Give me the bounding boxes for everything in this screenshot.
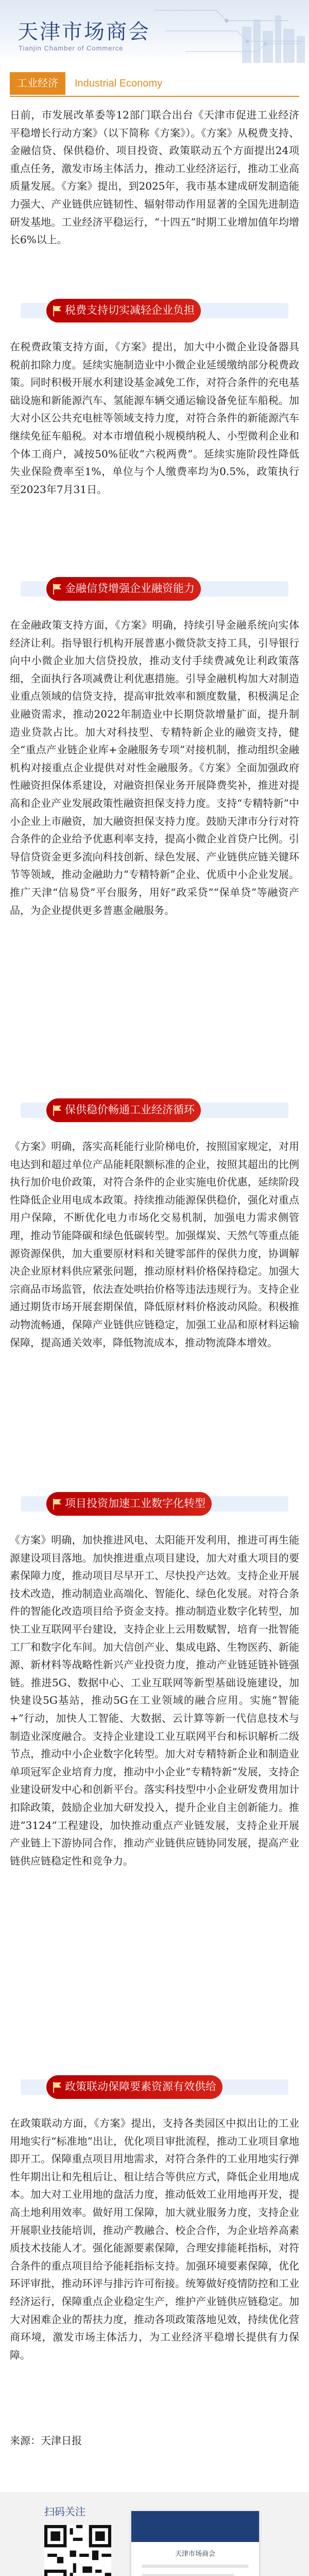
section-heading-finance (21, 574, 288, 604)
section-title: 项目投资加速工业数字化转型 (46, 1492, 212, 1516)
section-heading-investment (21, 1489, 288, 1519)
category-tag (10, 72, 299, 97)
section-title: 保供稳价畅通工业经济循环 (46, 1098, 201, 1122)
section-body-finance: 在金融政策支持方面，《方案》明确，持续引导金融系统向实体经济让利。指导银行机构开展普惠小微贷款支持工具，引导银行向中小微企业加大信贷投放，推动支付手续费减免让利政策落细，全面执行各项减费让利优惠措施。引导金融机构加大对制造业重点领域的信贷支持，提高审批效率和额度数量，积极满足企业融资需求，推动2022年制造业中长期贷款增量扩面，提升制造业贷款占比。加大对科技型、专精特新企业的融资支持，健全“重点产业链企业库+金融服务专项”对接机制，推动组织金融机构对接重点企业提供对对性金融服务。《方案》全面加强政府性融资担保体系建设，对融资担保业务开展降费奖补，推进对提高和企业产业发展政策性融资担保支持力度。支持“专精特新”中小企业上市融资，加大融资担保支持力度。鼓励天津市分行对符合条件的企业给予优惠利率支持，提高小微企业首贷户比例。引导信贷资金更多流向科技创新、绿色发展、产业链供应链关键环节等领域，推动金融助力“专精特新”企业、优质中小企业发展。推广天津“信易贷”平台服务，用好“政采贷”“保单贷”等融资产品，为企业提供更多普惠金融服务。 (10, 619, 299, 917)
section-body-tax: 在税费政策支持方面，《方案》提出，加大中小微企业设备器具税前扣除力度。延续实施制造业中小微企业延缓缴纳部分税费政策。同时积极开展水利建设基金减免工作，对符合条件的充电基础设施和新能源汽车、氢能源车辆交通运输设备免征车船税。加大对小区公共充电桩等领域支持力度，对符合条件的新能源汽车继续免征车船税。对本市增值税小规模纳税人、小型微利企业和个体工商户，减按50%征收“六税两费”。延续实施阶段性降低失业保险费率至1%，单位与个人缴费率均为0.5%，政策执行至2023年7月31日。 (10, 341, 299, 496)
flag-icon (49, 303, 65, 318)
flag-icon (49, 1103, 65, 1118)
header-title: 天津市场商会 (18, 20, 150, 44)
source-credit: 来源：天津日报 (10, 2434, 82, 2447)
account-card-title: 天津市场商会 (175, 2550, 215, 2557)
flag-icon (49, 581, 65, 597)
flag-icon (49, 2079, 65, 2095)
section-title: 金融信贷增强企业融资能力 (46, 577, 201, 601)
footer (0, 2492, 309, 2576)
section-body-investment: 《方案》明确，加快推进风电、太阳能开发利用，推进可再生能源建设项目落地。加快推进重点项目建设，加大对重大项目的要素保障力度，推动项目尽早开工、尽快投产达效。支持企业开展技术改造，推动制造业高端化、智能化、绿色化发展。对符合条件的智能化改造项目给予资金支持。推动制造业数字化转型，加快工业互联网平台建设，支持企业上云用数赋智，培育一批智能工厂和数字化车间。加大信创产业、集成电路、生物医药、新能源、新材料等战略性新兴产业投资力度，推动产业链延链补链强链。推进5G、数据中心、工业互联网等新型基础设施建设，加快建设5G基站，推动5G在工业领域的融合应用。实施“智能+”行动，加快人工智能、大数据、云计算等新一代信息技术与制造业深度融合。支持企业建设工业互联网平台和标识解析二级节点，推动中小企业数字化转型。加大对专精特新企业和制造业单项冠军企业培育力度，推动中小企业“专精特新”发展，支持企业建设研发中心和创新平台。落实科技型中小企业研发费用加计扣除政策，鼓励企业加大研发投入，提升企业自主创新能力。推进“3124”工程建设，加快推动重点产业链发展，支持企业开展产业链上下游协同合作，推动产业链供应链协同发展，提高产业链供应链稳定性和竞争力。 (10, 1534, 299, 1867)
section-heading-policy (21, 2072, 288, 2102)
section-body-supply: 《方案》明确，落实高耗能行业阶梯电价，按照国家规定，对用电达到和超过单位产品能耗限额标准的企业，按照其超出的比例执行加价电价政策，对符合条件的企业实施电价优惠，延续阶段性降低企业用电成本政策。持续推动能源保供稳价，强化对重点用户保障，不断优化电力市场化交易机制，加强电力需求侧管理，推动节能降碳和绿色低碳转型。加强煤炭、天然气等重点能源资源保供，加大重要原材料和关键零部件的保供力度，协调解决企业原材料供应紧张问题，推动原材料价格保持稳定。加强大宗商品市场监管，依法查处哄抬价格等违法违规行为。支持企业通过期货市场开展套期保值，降低原材料价格波动风险。积极推动物流畅通，保障产业链供应链稳定，加强工业品和原材料运输保障，提高通关效率，降低物流成本，推动物流降本增效。 (10, 1140, 299, 1349)
intro-paragraph: 日前，市发展改革委等12部门联合出台《天津市促进工业经济平稳增长行动方案》（以下简称《方案》）。《方案》从税费支持、金融信贷、保供稳价、项目投资、政策联动五个方面提出24项重点任务，激发市场主体活力，推动工业经济运行，推动工业高质量发展。《方案》提出，到2025年，我市基本建成研发制造能力强大、产业链供应链韧性、辐射带动作用显著的全国先进制造研发基地。工业经济平稳运行，“十四五”时期工业增加值年均增长6%以上。 (10, 109, 299, 246)
section-body-policy: 在政策联动方面，《方案》提出，支持各类园区中拟出让的工业用地实行“标准地”出让，优化项目审批流程，推动工业项目拿地即开工。保障重点项目用地需求，对符合条件的工业用地实行弹性年期出让和先租后让、租让结合等供应方式，降低企业用地成本。加大对工业用地的盘活力度，推动低效工业用地再开发，提高土地利用效率。做好用工保障，加大就业服务力度，支持企业开展职业技能培训，推动产教融合、校企合作，为企业培养高素质技术技能人才。强化能源要素保障，合理安排能耗指标，对符合条件的重点项目给予能耗指标支持。加强环境要素保障，优化环评审批，推动环评与排污许可衔接。统筹做好疫情防控和工业经济运行，保障重点企业稳定生产，维护产业链供应链稳定。加大对困难企业的帮扶力度，推动各项政策落地见效，持续优化营商环境，激发市场主体活力，为工业经济平稳增长提供有力保障。 (10, 2117, 299, 2361)
category-label-en: Industrial Economy (75, 78, 163, 89)
section-title: 税费支持切实减轻企业负担 (46, 299, 201, 323)
section-heading-supply (21, 1095, 288, 1125)
qr-code-icon[interactable] (44, 2525, 111, 2576)
account-card[interactable] (131, 2511, 260, 2576)
category-label-cn: 工业经济 (10, 72, 65, 95)
section-title: 政策联动保障要素资源有效供给 (46, 2075, 222, 2099)
header-subtitle: Tianjin Chamber of Commerce (19, 44, 124, 52)
section-heading-tax (21, 296, 288, 326)
scan-label: 扫码关注 (44, 2506, 85, 2518)
header-banner (0, 0, 309, 63)
flag-icon (49, 1496, 65, 1512)
